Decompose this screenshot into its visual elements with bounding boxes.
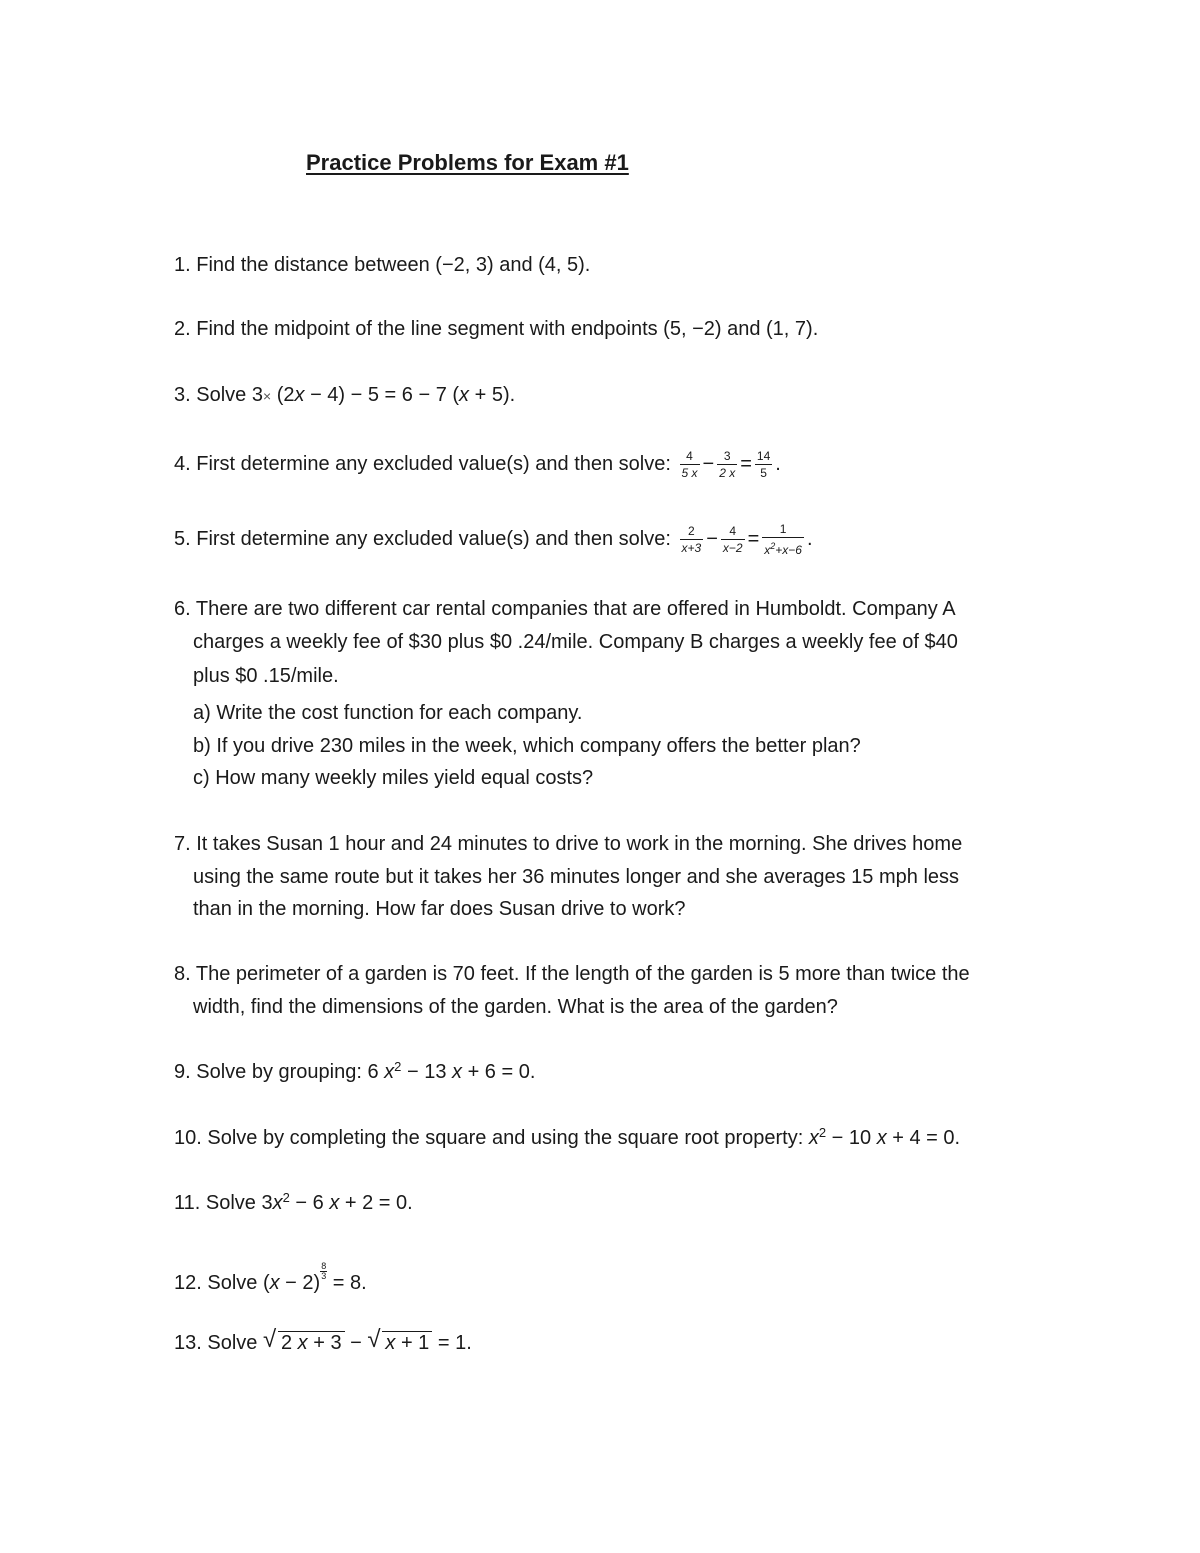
radical-icon: √	[262, 1326, 277, 1353]
problem-5-prefix: 5. First determine any excluded value(s) and then solve:	[174, 527, 671, 550]
problem-3-b: − 4) − 5 = 6 − 7 (	[310, 384, 460, 406]
times-sign: ×	[262, 388, 272, 404]
variable-x: x	[876, 1127, 887, 1149]
fraction	[680, 524, 704, 555]
problem-11-mid: − 6	[295, 1192, 324, 1214]
radicand	[382, 1331, 432, 1354]
period: .	[775, 452, 781, 475]
variable-x: x	[459, 384, 470, 406]
denominator: x−2	[722, 541, 743, 555]
problem-10	[174, 1125, 960, 1151]
radicand-coef: 2	[280, 1332, 293, 1354]
variable-x: x	[329, 1192, 340, 1214]
den-x: x	[764, 543, 771, 557]
problem-8-line-1: 8. The perimeter of a garden is 70 feet. If the length of the garden is 5 more than twice the	[174, 963, 970, 985]
problem-10-mid: − 10	[831, 1127, 872, 1149]
operator: −	[706, 527, 718, 550]
problem-13-end: = 1.	[437, 1332, 472, 1354]
numerator: 2	[680, 524, 704, 540]
problem-7-line-3: than in the morning. How far does Susan drive to work?	[193, 898, 686, 920]
problem-12-end: = 8.	[332, 1272, 367, 1294]
problem-11	[174, 1190, 413, 1216]
variable-x: x	[384, 1061, 395, 1083]
denominator: 2 x	[719, 466, 736, 480]
problem-1: 1. Find the distance between (−2, 3) and (4, 5).	[174, 254, 591, 276]
problem-6-part-a: a) Write the cost function for each company.	[193, 702, 583, 724]
problem-8-line-2: width, find the dimensions of the garden. What is the area of the garden?	[193, 996, 838, 1018]
exponent-numerator: 8	[321, 1261, 327, 1271]
problem-12-mid: − 2)	[285, 1272, 321, 1294]
problem-9-end: + 6 = 0.	[467, 1061, 536, 1083]
problem-11-end: + 2 = 0.	[344, 1192, 413, 1214]
problem-9-prefix: 9. Solve by grouping: 6	[174, 1061, 379, 1083]
problem-6-line-1: 6. There are two different car rental companies that are offered in Humboldt. Company A	[174, 598, 956, 620]
radicand-rest: + 3	[313, 1332, 342, 1354]
operator: −	[350, 1332, 362, 1354]
problem-13	[174, 1326, 472, 1356]
problem-3-prefix: 3. Solve 3	[174, 384, 263, 406]
square-root	[262, 1326, 345, 1356]
variable-x: x	[297, 1332, 308, 1354]
exponent: 2	[394, 1059, 402, 1074]
denominator: 5	[760, 466, 767, 480]
exponent: 2	[282, 1190, 290, 1205]
problem-6-line-2: charges a weekly fee of $30 plus $0 .24/mile. Company B charges a weekly fee of $40	[193, 631, 958, 653]
variable-x: x	[272, 1192, 283, 1214]
denominator	[762, 538, 804, 557]
problem-3-c: + 5).	[474, 384, 516, 406]
exponent: 2	[818, 1125, 827, 1140]
numerator: 14	[756, 449, 771, 463]
denominator: x+3	[681, 541, 702, 555]
problem-3-a: (2	[276, 384, 295, 406]
operator: −	[702, 452, 715, 475]
problem-6-line-3: plus $0 .15/mile.	[193, 665, 339, 687]
variable-x: x	[385, 1332, 396, 1354]
den-rest: +x−6	[775, 543, 802, 557]
fractional-exponent	[320, 1262, 327, 1281]
problem-6-part-b: b) If you drive 230 miles in the week, which company offers the better plan?	[193, 735, 861, 757]
fraction	[721, 524, 745, 555]
problem-6-part-c: c) How many weekly miles yield equal costs?	[193, 767, 594, 789]
problem-7-line-2: using the same route but it takes her 36 minutes longer and she averages 15 mph less	[193, 866, 960, 888]
operator: =	[747, 527, 760, 550]
page-title: Practice Problems for Exam #1	[306, 150, 629, 175]
problem-12	[174, 1262, 367, 1296]
problem-5	[174, 522, 813, 557]
fraction	[680, 449, 700, 480]
radicand-rest: + 1	[400, 1332, 430, 1354]
radicand	[278, 1331, 345, 1354]
period: .	[806, 527, 813, 550]
variable-x: x	[294, 384, 305, 406]
problem-7-line-1: 7. It takes Susan 1 hour and 24 minutes to drive to work in the morning. She drives home	[174, 833, 963, 855]
radical-icon: √	[367, 1326, 381, 1353]
numerator: 1	[762, 522, 804, 538]
fraction	[717, 449, 737, 480]
problem-9-mid: − 13	[406, 1061, 447, 1083]
problem-4-prefix: 4. First determine any excluded value(s) and then solve:	[174, 452, 671, 475]
variable-x: x	[452, 1061, 462, 1083]
problem-3	[174, 382, 515, 409]
fraction	[762, 522, 804, 557]
numerator: 4	[680, 449, 700, 465]
exponent-denominator: 3	[321, 1271, 327, 1281]
fraction	[755, 449, 772, 480]
problem-10-end: + 4 = 0.	[892, 1127, 961, 1149]
den-exponent: 2	[770, 541, 776, 551]
problem-2: 2. Find the midpoint of the line segment with endpoints (5, −2) and (1, 7).	[174, 318, 819, 340]
problem-4	[174, 449, 781, 480]
variable-x: x	[269, 1272, 280, 1294]
operator: =	[740, 452, 752, 475]
problem-13-prefix: 13. Solve	[174, 1332, 258, 1354]
numerator: 3	[717, 449, 737, 465]
problem-10-prefix: 10. Solve by completing the square and using the square root property:	[174, 1127, 804, 1149]
problem-12-prefix: 12. Solve (	[174, 1272, 270, 1294]
square-root	[367, 1326, 432, 1356]
numerator: 4	[721, 524, 745, 540]
variable-x: x	[808, 1127, 819, 1149]
problem-9	[174, 1059, 535, 1085]
problem-11-prefix: 11. Solve 3	[174, 1192, 273, 1214]
denominator: 5 x	[681, 466, 698, 480]
